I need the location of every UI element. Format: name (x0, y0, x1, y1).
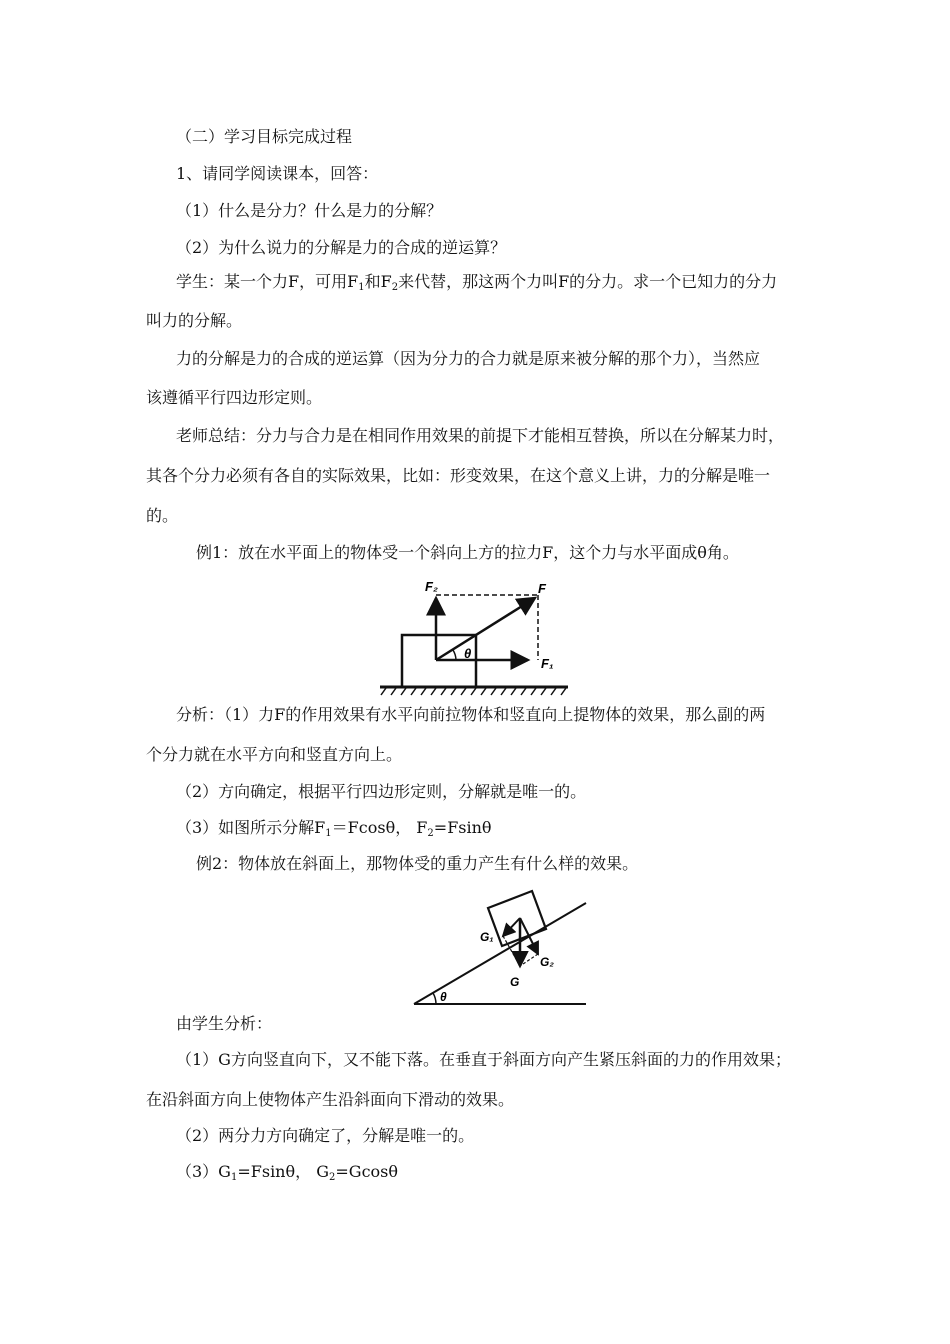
student-analysis-2: （2）两分力方向确定了，分解是唯一的。 (176, 1126, 475, 1145)
incline-angle-arc (433, 993, 436, 1004)
student-answer-line-1: 学生：某一个力F，可用$F_1$和$F_2$来代替，那这两个力叫F的分力。求一个已知力的分力 (176, 272, 778, 293)
teacher-line-1: 老师总结：分力与合力是在相同作用效果的前提下才能相互替换，所以在分解某力时， (176, 426, 785, 445)
force-g2-arrow (520, 918, 538, 954)
block-on-incline (488, 891, 546, 946)
analysis-3: （3）如图所示分解$F_1=Fcos\theta$， $F_2=Fsin\theta$ (176, 818, 492, 839)
label-g: G (510, 975, 520, 989)
label-g1: G₁ (480, 930, 494, 944)
label-g2: G₂ (540, 955, 554, 969)
force-g1-arrow (503, 918, 520, 936)
teacher-line-2: 其各个分力必须有各自的实际效果，比如：形变效果，在这个意义上讲，力的分解是唯一 (146, 466, 771, 485)
student-analysis-heading: 由学生分析： (176, 1014, 273, 1033)
label-f2: F₂ (425, 579, 438, 594)
question-1: （1）什么是分力？什么是力的分解？ (176, 201, 443, 220)
student-analysis-1-line-2: 在沿斜面方向上使物体产生沿斜面向下滑动的效果。 (146, 1090, 515, 1109)
analysis-1-line-2: 个分力就在水平方向和竖直方向上。 (146, 745, 403, 764)
section-heading: （二）学习目标完成过程 (176, 127, 353, 146)
teacher-line-3: 的。 (146, 506, 179, 525)
analysis-2: （2）方向确定，根据平行四边形定则，分解就是唯一的。 (176, 782, 587, 801)
example-1: 例1：放在水平面上的物体受一个斜向上方的拉力F，这个力与水平面成θ角。 (196, 543, 739, 562)
student-answer-line-2: 叫力的分解。 (146, 311, 243, 330)
label-incline-theta: θ (440, 990, 447, 1004)
student-analysis-1-line-1: （1）G方向竖直向下，又不能下落。在垂直于斜面方向产生紧压斜面的力的作用效果； (176, 1050, 791, 1069)
inverse-line-1: 力的分解是力的合成的逆运算（因为分力的合力就是原来被分解的那个力），当然应 (176, 349, 761, 368)
figure-incline-gravity (412, 886, 592, 1006)
example-2: 例2：物体放在斜面上，那物体受的重力产生有什么样的效果。 (196, 854, 639, 873)
question-intro: 1、请同学阅读课本，回答： (176, 164, 379, 183)
label-f: F (538, 581, 546, 596)
student-analysis-3: $(3)G_1=Fsin\theta$， $G_2=Gcos\theta$ (176, 1162, 398, 1183)
question-2: （2）为什么说力的分解是力的合成的逆运算？ (176, 238, 507, 257)
analysis-1-line-1: 分析：（1）力F的作用效果有水平向前拉物体和竖直向上提物体的效果，那么副的两 (176, 705, 766, 724)
incline-surface (414, 903, 586, 1004)
inverse-line-2: 该遵循平行四边形定则。 (146, 388, 323, 407)
force-f-arrow (436, 598, 535, 660)
figure-force-decomposition-horizontal (378, 578, 578, 698)
label-f1: F₁ (541, 656, 554, 671)
angle-arc (453, 650, 456, 660)
ground-hatching (381, 688, 566, 695)
label-theta: θ (464, 646, 472, 661)
